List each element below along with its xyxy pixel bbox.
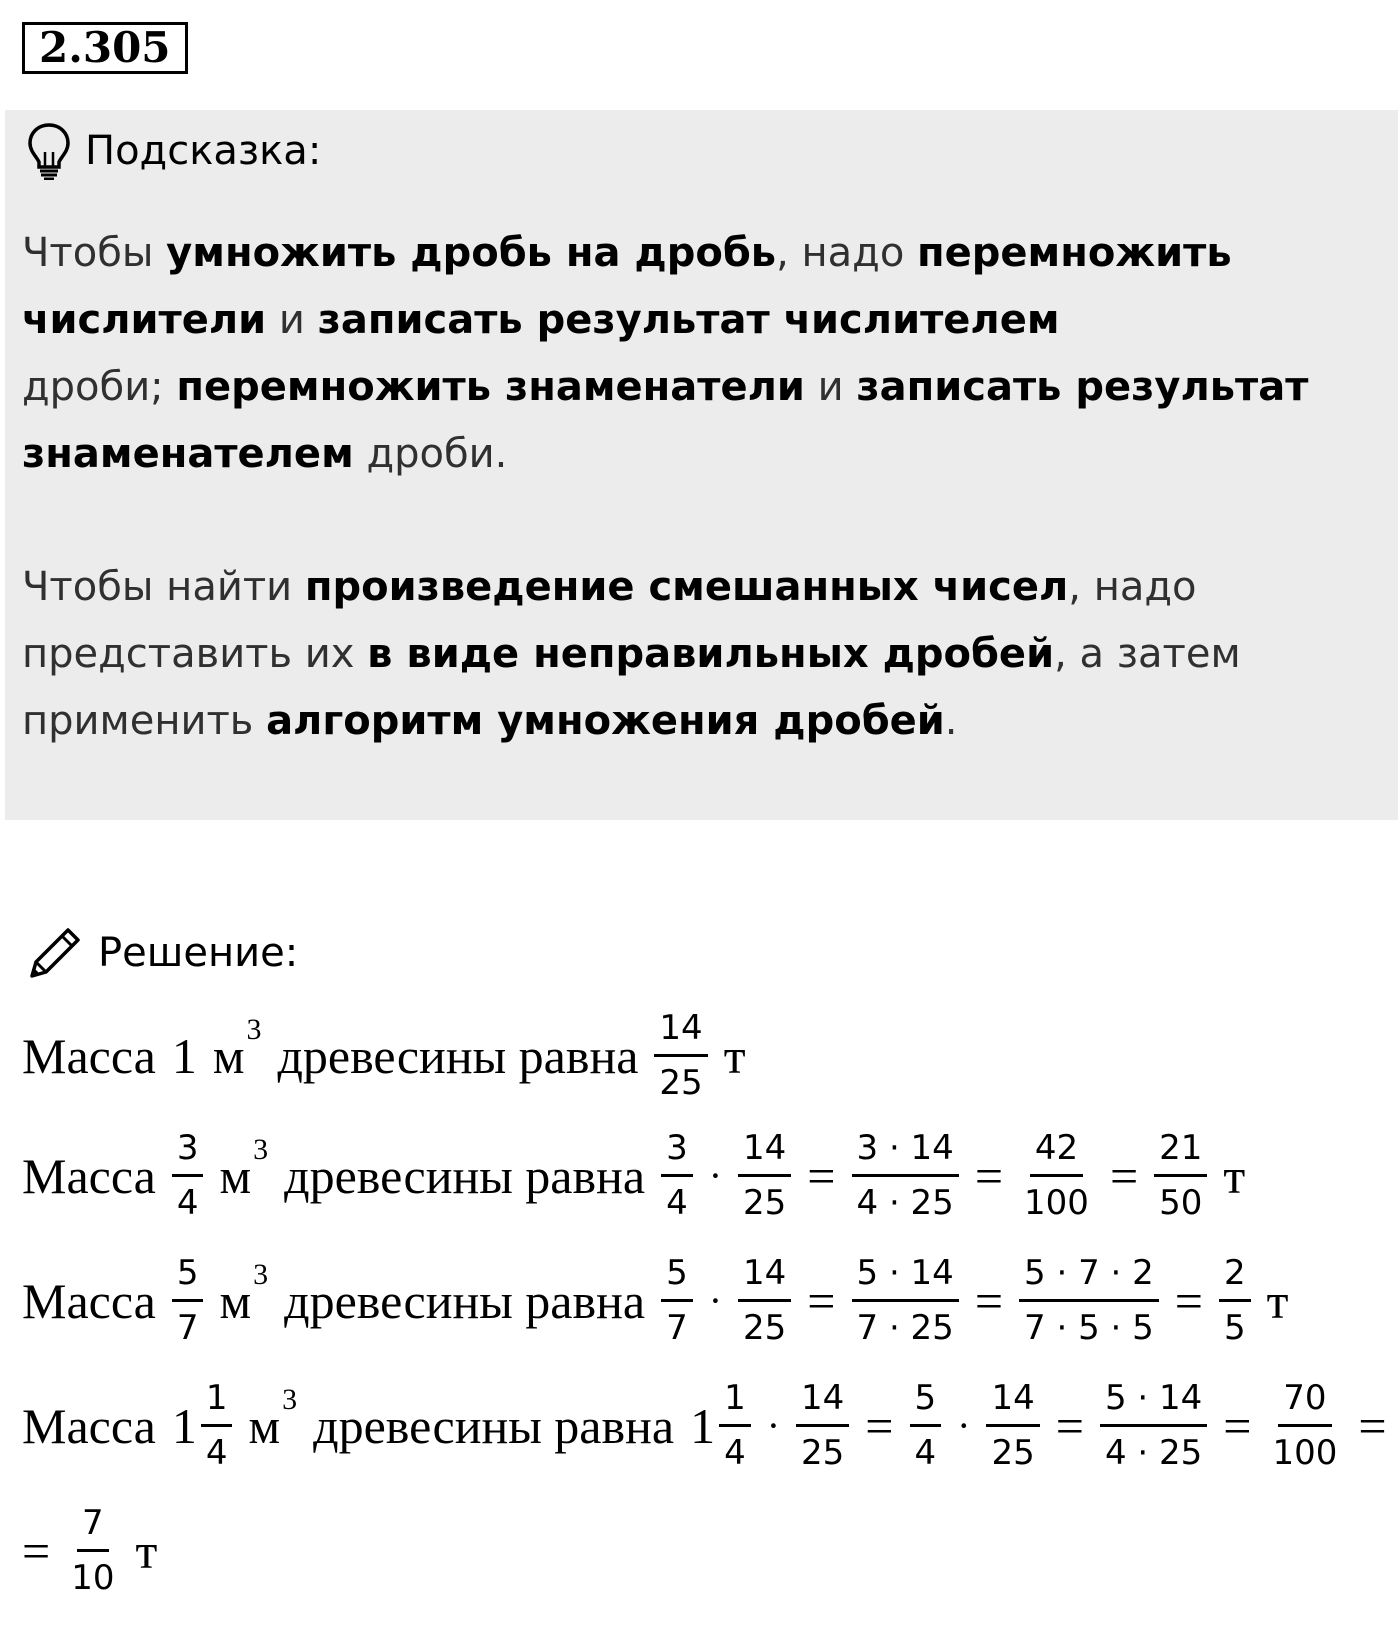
- fraction: $\frac{5 \cdot 7 \cdot 2}{7 \cdot 5 \cdot 5}$: [1019, 1253, 1159, 1348]
- equals-sign: =: [865, 1397, 894, 1454]
- fraction: $\frac{3 \cdot 14}{4 \cdot 25}$: [852, 1128, 959, 1223]
- multiply-sign: ·: [957, 1403, 971, 1448]
- word-mass: Масса: [22, 1027, 156, 1084]
- fraction: $\frac{42}{100}$: [1024, 1128, 1089, 1223]
- solution-line-5: [22, 1503, 165, 1598]
- unit-ton: т: [723, 1027, 746, 1084]
- fraction: $\frac{5}{7}$: [172, 1253, 204, 1348]
- fraction: $\frac{7}{10}$: [71, 1503, 115, 1598]
- fraction: $\frac{14}{25}$: [796, 1378, 849, 1473]
- fraction: $\frac{1}{4}$: [201, 1378, 233, 1473]
- hint-text: .: [944, 698, 958, 744]
- equals-sign: =: [1223, 1397, 1252, 1454]
- hint-box: [5, 110, 1398, 820]
- hint-text: и: [804, 364, 857, 410]
- fraction: $\frac{21}{50}$: [1154, 1128, 1207, 1223]
- hint-paragraph-1: [22, 220, 1372, 488]
- word-wood-equals: древесины равна: [284, 1272, 646, 1329]
- lightbulb-icon: [27, 122, 71, 180]
- hint-text: Чтобы найти: [22, 564, 305, 610]
- solution-title: Решение:: [98, 930, 299, 976]
- hint-bold: умножить дробь на дробь: [166, 230, 777, 276]
- unit-ton: т: [1223, 1147, 1246, 1204]
- word-wood-equals: древесины равна: [313, 1397, 675, 1454]
- hint-bold: алгоритм умножения дробей: [266, 698, 945, 744]
- fraction: $\frac{2}{5}$: [1219, 1253, 1251, 1348]
- fraction: $\frac{5}{7}$: [661, 1253, 693, 1348]
- fraction: $\frac{14}{25}$: [738, 1253, 791, 1348]
- hint-text: дроби;: [22, 364, 177, 410]
- equals-sign: =: [1358, 1397, 1387, 1454]
- solution-line-2: [22, 1128, 1253, 1223]
- unit-cubic-meter: $м^3$: [248, 1382, 298, 1454]
- multiply-sign: ·: [708, 1153, 723, 1198]
- hint-text: , а затем применить: [22, 631, 1241, 744]
- hint-bold: записать результат числителем: [317, 297, 1060, 343]
- fraction: $\frac{14}{25}$: [986, 1378, 1039, 1473]
- equals-sign: =: [1109, 1147, 1139, 1204]
- pencil-icon: [26, 924, 84, 982]
- fraction: $\frac{70}{100}$: [1272, 1378, 1338, 1473]
- word-mass: Масса: [22, 1397, 156, 1454]
- equals-sign: =: [974, 1272, 1004, 1329]
- equals-sign: =: [1055, 1397, 1084, 1454]
- amount: 1: [171, 1027, 197, 1084]
- hint-bold: перемножить знаменатели: [176, 364, 805, 410]
- solution-line-1: [22, 1008, 754, 1103]
- solution-header: [26, 924, 298, 982]
- word-wood-equals: древесины равна: [284, 1147, 646, 1204]
- solution-line-3: [22, 1253, 1296, 1348]
- hint-header: [27, 122, 321, 180]
- hint-text: , надо представить их: [22, 564, 1197, 677]
- hint-paragraph-2: [22, 554, 1372, 755]
- equals-sign: =: [807, 1147, 836, 1204]
- equals-sign: =: [22, 1522, 51, 1579]
- fraction: $\frac{3}{4}$: [172, 1128, 204, 1223]
- unit-ton: т: [135, 1522, 158, 1579]
- fraction: $\frac{5 \cdot 14}{7 \cdot 25}$: [852, 1253, 959, 1348]
- mixed-whole: 1: [171, 1397, 197, 1454]
- hint-bold: перемножить числители: [22, 230, 1232, 343]
- problem-number: 2.305: [22, 22, 188, 74]
- multiply-sign: ·: [708, 1278, 723, 1323]
- fraction: $\frac{14}{25}$: [654, 1008, 707, 1103]
- hint-text: Чтобы: [22, 230, 167, 276]
- hint-text: и: [266, 297, 318, 343]
- unit-cubic-meter: $м^3$: [219, 1132, 269, 1204]
- hint-text: , надо: [776, 230, 917, 276]
- equals-sign: =: [974, 1147, 1004, 1204]
- solution-line-4: [22, 1378, 1395, 1473]
- hint-bold: в виде неправильных дробей: [367, 631, 1055, 677]
- fraction: $\frac{5}{4}$: [910, 1378, 942, 1473]
- hint-bold: записать результат знаменателем: [22, 364, 1309, 477]
- fraction: $\frac{14}{25}$: [738, 1128, 791, 1223]
- hint-title: Подсказка:: [85, 128, 322, 174]
- word-mass: Масса: [22, 1147, 156, 1204]
- unit-ton: т: [1266, 1272, 1289, 1329]
- equals-sign: =: [807, 1272, 836, 1329]
- word-mass: Масса: [22, 1272, 156, 1329]
- hint-bold: произведение смешанных чисел: [304, 564, 1069, 610]
- unit-cubic-meter: $м^3$: [219, 1257, 269, 1329]
- equals-sign: =: [1174, 1272, 1203, 1329]
- unit-cubic-meter: $м^3$: [212, 1012, 262, 1084]
- fraction: $\frac{5 \cdot 14}{4 \cdot 25}$: [1100, 1378, 1207, 1473]
- word-wood-equals: древесины равна: [277, 1027, 639, 1084]
- hint-text: дроби.: [353, 431, 508, 477]
- multiply-sign: ·: [766, 1403, 781, 1448]
- fraction: $\frac{3}{4}$: [661, 1128, 693, 1223]
- mixed-whole: 1: [690, 1397, 716, 1454]
- fraction: $\frac{1}{4}$: [719, 1378, 751, 1473]
